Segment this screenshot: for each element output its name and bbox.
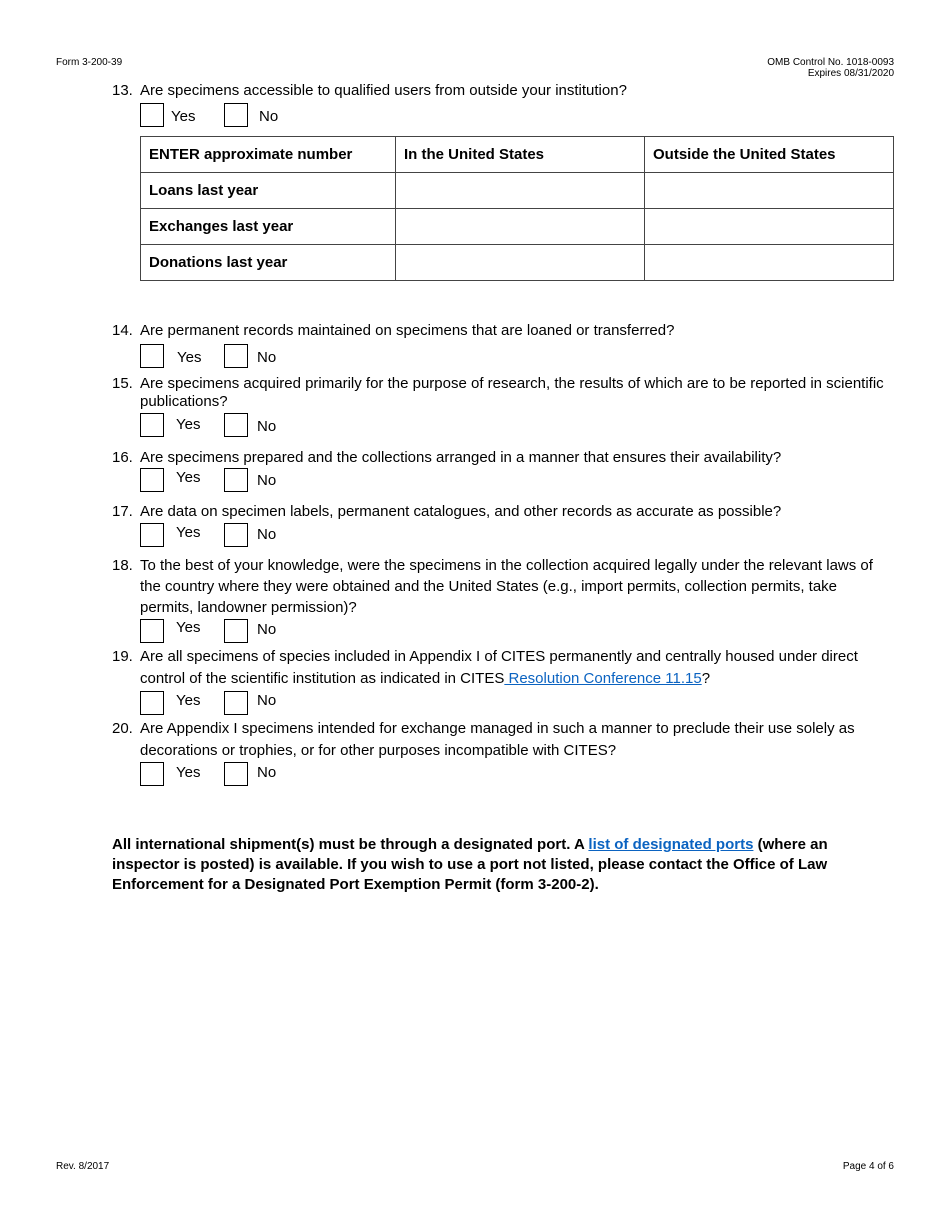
question-number: 16.	[112, 449, 133, 466]
table-row	[141, 209, 894, 245]
q17-yes-checkbox[interactable]	[140, 523, 164, 547]
q18-no-checkbox[interactable]	[224, 619, 248, 643]
expiration-date: Expires 08/31/2020	[807, 68, 894, 79]
question-number: 19.	[112, 648, 133, 665]
question-number: 17.	[112, 503, 133, 520]
question-number: 15.	[112, 375, 133, 392]
q20-no-label: No	[257, 764, 277, 781]
q13-yes-checkbox[interactable]	[140, 103, 164, 127]
loans-us-field[interactable]	[396, 173, 645, 209]
designated-ports-link[interactable]: list of designated ports	[588, 836, 754, 853]
q19-no-label: No	[257, 692, 277, 709]
question-text: To the best of your knowledge, were the specimens in the collection acquired legally under the relevant laws of the country where they were obtained and the United States (e.g., import permits, collection permits, take permits, landowner permission)?	[140, 557, 873, 616]
q20-yes-label: Yes	[176, 764, 201, 781]
designated-port-notice	[112, 835, 882, 895]
question-text-end: ?	[701, 670, 711, 687]
row-label-donations: Donations last year	[141, 245, 396, 281]
question-text: Are permanent records maintained on specimens that are loaned or transferred?	[140, 322, 675, 339]
shipment-count-table	[140, 136, 894, 281]
table-row	[141, 245, 894, 281]
omb-header	[767, 57, 894, 79]
revision-date: Rev. 8/2017	[56, 1161, 110, 1172]
q14-no-checkbox[interactable]	[224, 344, 248, 368]
q17-no-checkbox[interactable]	[224, 523, 248, 547]
donations-us-field[interactable]	[396, 245, 645, 281]
row-label-loans: Loans last year	[141, 173, 396, 209]
q14-yes-label: Yes	[177, 349, 202, 366]
question-number: 14.	[112, 322, 133, 339]
q20-no-checkbox[interactable]	[224, 762, 248, 786]
q16-no-checkbox[interactable]	[224, 468, 248, 492]
form-number: Form 3-200-39	[56, 57, 123, 68]
question-text: Are specimens acquired primarily for the purpose of research, the results of which are to be reported in scientific publications?	[140, 375, 884, 410]
q19-yes-label: Yes	[176, 692, 201, 709]
question-text	[140, 646, 892, 690]
row-label-exchanges: Exchanges last year	[141, 209, 396, 245]
q16-yes-checkbox[interactable]	[140, 468, 164, 492]
q20-yes-checkbox[interactable]	[140, 762, 164, 786]
question-number: 18.	[112, 557, 133, 574]
question-text: Are Appendix I specimens intended for exchange managed in such a manner to preclude their use solely as decorations or trophies, or for other purposes incompatible with CITES?	[140, 720, 855, 759]
table-row	[141, 173, 894, 209]
q13-no-checkbox[interactable]	[224, 103, 248, 127]
notice-text: All international shipment(s) must be through a designated port. A	[112, 836, 589, 853]
q18-no-label: No	[257, 621, 277, 638]
q18-yes-label: Yes	[176, 619, 201, 636]
table-header: In the United States	[396, 137, 645, 173]
q15-yes-checkbox[interactable]	[140, 413, 164, 437]
q19-yes-checkbox[interactable]	[140, 691, 164, 715]
q16-yes-label: Yes	[176, 469, 201, 486]
table-header-row	[141, 137, 894, 173]
q15-no-checkbox[interactable]	[224, 413, 248, 437]
q14-no-label: No	[257, 349, 277, 366]
question-text-part: Are all specimens of species included in Appendix I of CITES permanently and centrally housed under direct control of the scientific institution as indicated in CITES	[140, 648, 858, 687]
table-header: Outside the United States	[645, 137, 894, 173]
question-number: 13.	[112, 82, 133, 99]
question-text: Are specimens prepared and the collections arranged in a manner that ensures their availability?	[140, 449, 782, 466]
q14-yes-checkbox[interactable]	[140, 344, 164, 368]
question-text: Are specimens accessible to qualified users from outside your institution?	[140, 82, 627, 99]
q13-no-label: No	[259, 108, 279, 125]
q16-no-label: No	[257, 472, 277, 489]
resolution-conference-link[interactable]: Resolution Conference 11.15	[504, 670, 702, 687]
q13-yes-label: Yes	[171, 108, 196, 125]
question-number: 20.	[112, 720, 133, 737]
notice-text: (where an inspector is posted) is available. If you wish to use a port not listed, please contact the Office of Law Enforcement for a Designated Port Exemption Permit (form 3-200-2).	[112, 836, 828, 893]
q15-no-label: No	[257, 418, 277, 435]
q17-no-label: No	[257, 526, 277, 543]
q19-no-checkbox[interactable]	[224, 691, 248, 715]
table-header: ENTER approximate number	[141, 137, 396, 173]
omb-control-number: OMB Control No. 1018-0093	[767, 57, 894, 68]
page-number: Page 4 of 6	[842, 1161, 894, 1172]
exchanges-us-field[interactable]	[396, 209, 645, 245]
donations-outside-field[interactable]	[645, 245, 894, 281]
q15-yes-label: Yes	[176, 416, 201, 433]
question-text: Are data on specimen labels, permanent catalogues, and other records as accurate as possible?	[140, 503, 782, 520]
q17-yes-label: Yes	[176, 524, 201, 541]
q18-yes-checkbox[interactable]	[140, 619, 164, 643]
loans-outside-field[interactable]	[645, 173, 894, 209]
exchanges-outside-field[interactable]	[645, 209, 894, 245]
